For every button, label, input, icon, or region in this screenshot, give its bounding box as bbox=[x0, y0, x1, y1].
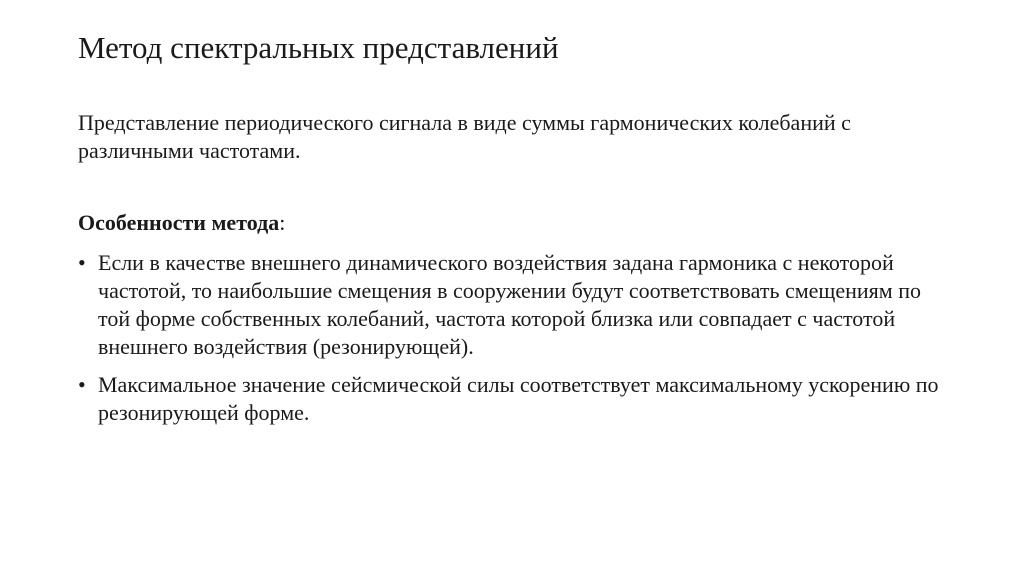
list-item-text: Если в качестве внешнего динамического воздействия задана гармоника с некоторой частотой, то наибольшие смещения в сооружении будут соответствовать смещениям по той форме собственных колебаний, частота которой близка или совпадает с частотой внешнего воздействия (резонирующей). bbox=[98, 250, 921, 359]
features-heading bbox=[78, 209, 958, 237]
slide-title: Метод спектральных представлений bbox=[78, 30, 559, 65]
features-list bbox=[78, 249, 958, 427]
list-item bbox=[78, 249, 958, 361]
bullet-icon: • bbox=[78, 250, 86, 275]
features-heading-colon: : bbox=[279, 210, 286, 235]
bullet-icon: • bbox=[78, 372, 86, 397]
slide-body bbox=[78, 109, 958, 437]
intro-paragraph: Представление периодического сигнала в виде суммы гармонических колебаний с различными частотами. bbox=[78, 110, 851, 163]
list-item bbox=[78, 371, 958, 427]
list-item-text: Максимальное значение сейсмической силы соответствует максимальному ускорению по резонирующей форме. bbox=[98, 372, 939, 425]
features-heading-label: Особенности метода bbox=[78, 210, 280, 235]
